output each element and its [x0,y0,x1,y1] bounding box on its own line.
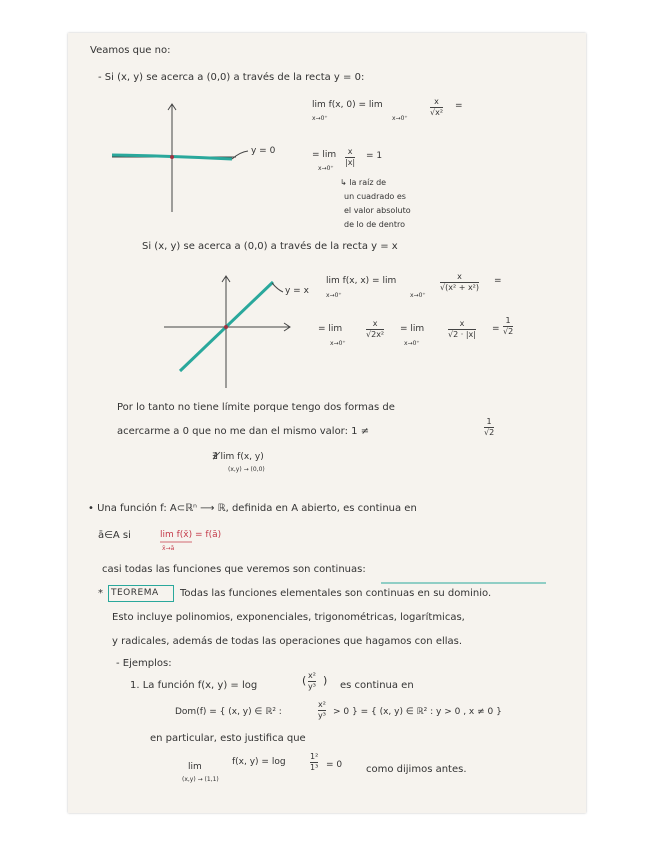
graph1-origin-dot [170,155,174,159]
numerator: x² [308,671,316,680]
continuous-on: es continua en [340,680,414,691]
result-one-over-sqrt2 [503,316,513,337]
lim-y0-expr: lim f(x, 0) = lim [312,100,383,110]
as-said-before: como dijimos antes. [366,764,467,775]
lim-yx-sub1: x→0⁺ [326,292,342,299]
note-line-2: un cuadrado es [344,192,406,201]
close-paren: ) [323,674,328,687]
denominator: √x² [430,108,444,117]
intro-line: Veamos que no: [90,45,171,56]
denominator: √2 [484,428,495,437]
denominator: √2x² [366,330,385,339]
graph2-label-arrow [272,283,283,292]
note-line-3: el valor absoluto [344,206,411,215]
continuity-limit: lim f(x̄) = f(ā) [160,530,222,540]
denominator: y³ [318,711,326,720]
lim-yx-sub2: x→0⁺ [410,292,426,299]
numerator: x [434,97,439,106]
denominator: √(x² + x²) [440,283,480,292]
numerator: x² [318,700,326,709]
path-y0-heading: - Si (x, y) se acerca a (0,0) a través de la recta y = 0: [98,72,365,83]
domain-result: > 0 } = { (x, y) ∈ ℝ² : y > 0 , x ≠ 0 } [333,707,502,717]
lim-sqrt-fraction [366,319,384,340]
lim-abs-sub: x→0⁺ [318,165,334,172]
graph-line-yx [164,276,290,388]
final-fraction [310,752,318,773]
almost-all-continuous: casi todas las funciones que veremos son continuas: [102,564,366,575]
denominator: |x| [345,158,356,167]
line-label-yx: y = x [285,286,309,296]
numerator: x [347,147,353,156]
no-limit-sub: (x,y) → (0,0) [228,466,265,473]
example-function: 1. La función f(x, y) = log [130,680,258,691]
lim-sqrt-sub-2: x→0⁺ [404,340,420,347]
graph-line-y0 [112,104,248,212]
denominator: y³ [308,682,316,691]
theorem-label: TEOREMA [111,588,159,598]
final-expr: f(x, y) = log [232,757,286,767]
numerator: x [457,272,462,281]
theorem-operations: y radicales, además de todas las operaciones que hagamos con ellas. [112,636,463,647]
note-line-4: de lo de dentro [344,220,405,229]
theorem-includes: Esto incluye polinomios, exponenciales, trigonométricas, logarítmicas, [112,612,465,623]
line-label-y0: y = 0 [251,146,276,156]
lim-sqrt-expr-2: = lim [400,324,425,334]
lim-sqrt-fraction-2 [448,319,476,340]
numerator: 1 [486,417,492,426]
theorem-star: * [98,588,103,599]
numerator: x [459,319,465,328]
final-lim: lim [188,762,202,772]
open-paren: ( [302,674,307,687]
equals-sign-3: = [492,324,500,334]
final-result: = 0 [326,760,343,770]
note-line-1: ↳ la raíz de [340,178,387,187]
lim-y0-sub2: x→0⁺ [392,115,408,122]
lim-sqrt-expr: = lim [318,324,343,334]
examples-heading: - Ejemplos: [116,658,172,669]
domain-expr: Dom(f) = { (x, y) ∈ ℝ² : [175,707,282,717]
continuity-definition: • Una función f: A⊂ℝⁿ ⟶ ℝ, definida en A abierto, es continua en [88,503,417,514]
result-one: = 1 [366,151,383,161]
conclusion-line-1: Por lo tanto no tiene límite porque tengo dos formas de [117,402,395,413]
graph2-origin-dot [224,325,228,329]
continuity-limit-sub: x̄→ā [162,545,175,552]
denominator: √2 · |x| [448,330,476,339]
in-particular: en particular, esto justifica que [150,733,306,744]
point-condition: ā∈A si [98,530,131,541]
lim-yx-fraction [440,272,479,293]
lim-sqrt-sub: x→0⁺ [330,340,346,347]
theorem-statement: Todas las funciones elementales son continuas en su dominio. [180,588,492,599]
equals-sign: = [455,101,463,111]
no-limit-expr: ∄ lim f(x, y) [212,452,264,462]
lim-abs-expr: = lim [312,150,337,160]
denominator: √2 [503,327,514,336]
conclusion-fraction [484,417,494,438]
domain-fraction [318,700,326,721]
equals-sign-2: = [494,276,502,286]
denominator: 1³ [310,763,319,772]
lim-y0-fraction [430,97,443,118]
lim-y0-sub1: x→0⁺ [312,115,328,122]
numerator: 1 [505,316,511,325]
lim-yx-expr: lim f(x, x) = lim [326,276,397,286]
log-argument [308,671,316,692]
numerator: x [372,319,378,328]
numerator: 1² [310,752,319,761]
conclusion-line-2: acercarme a 0 que no me dan el mismo valor: 1 ≠ [117,426,370,437]
lim-abs-fraction [345,147,355,168]
path-yx-heading: Si (x, y) se acerca a (0,0) a través de la recta y = x [142,241,398,252]
graph1-label-arrow [232,151,248,159]
final-lim-sub: (x,y) → (1,1) [182,776,219,783]
